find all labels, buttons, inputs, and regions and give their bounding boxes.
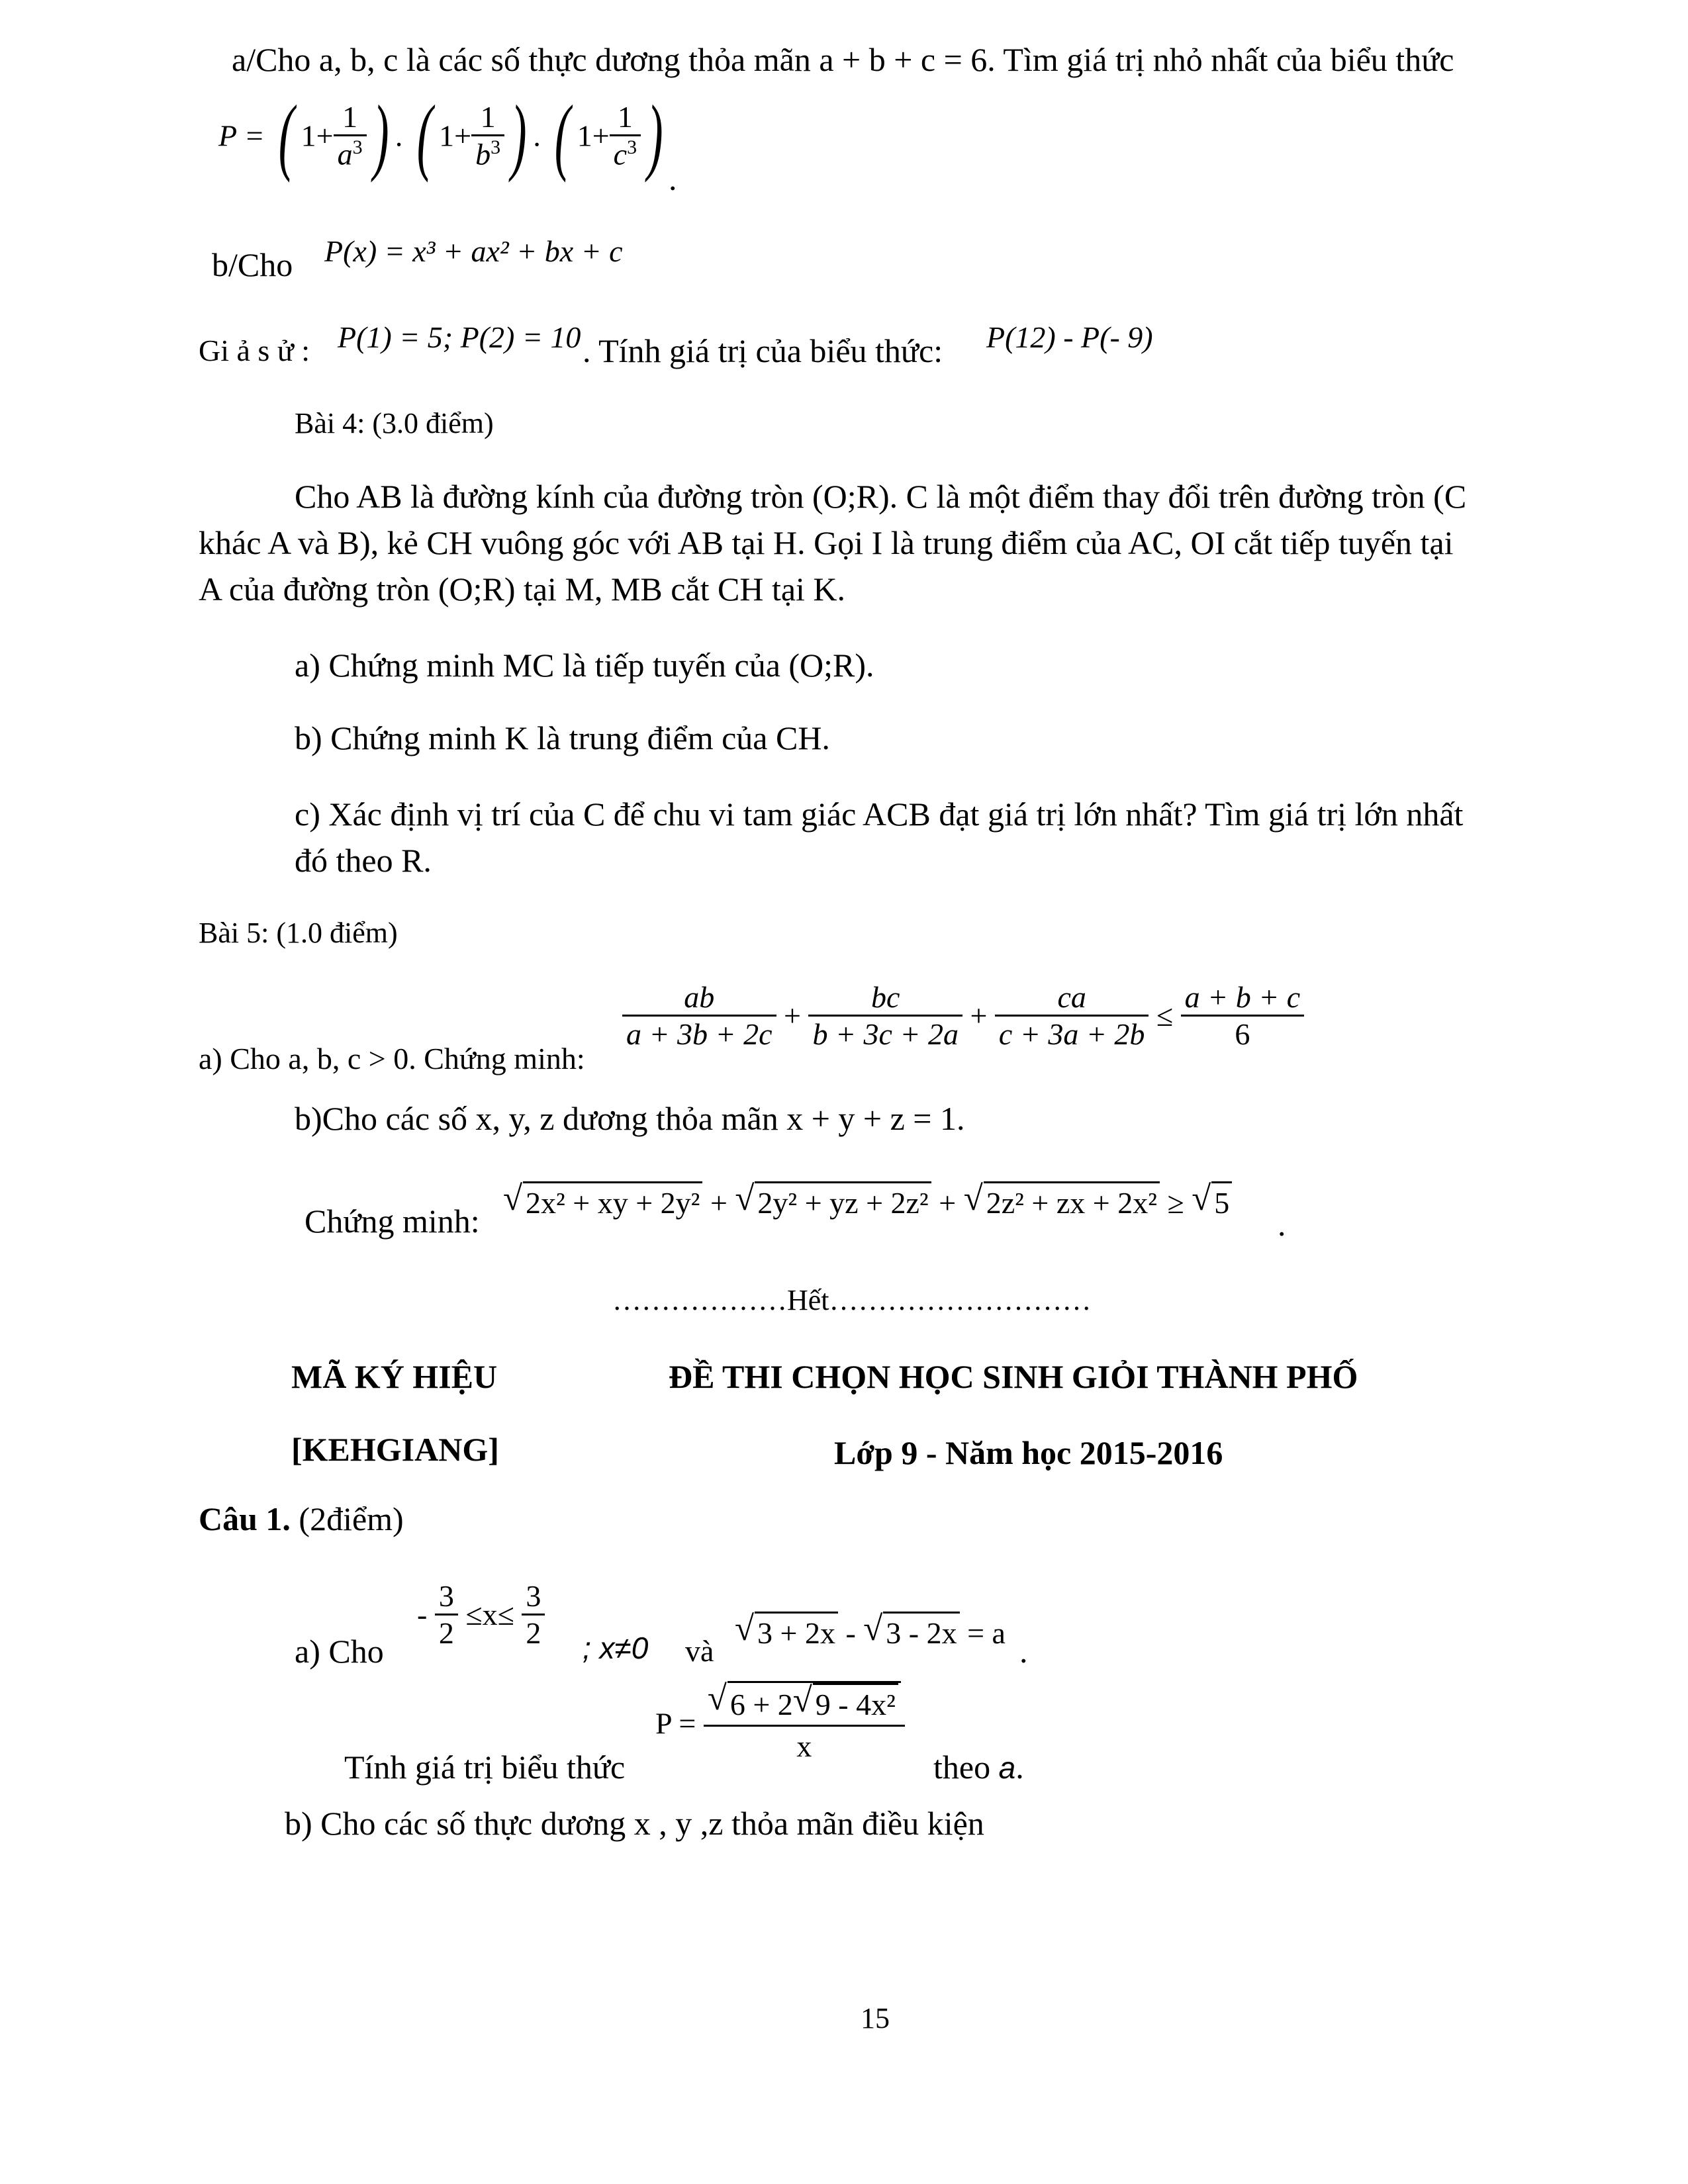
bai4-line-1: Cho AB là đường kính của đường tròn (O;R). C là một điểm thay đổi trên đường tròn (C xyxy=(295,478,1467,515)
p3-P-expression: P = ( 1+ $\frac{1}{a^3}$ ) . ( 1+ $\frac{1}{b^3}$ ) . ( 1+ $\frac{1}{c^3}$ ) xyxy=(218,88,663,183)
p3-target: P(12) - P(- 9) xyxy=(986,320,1153,354)
p3-polynomial: P(x) = x³ + ax² + bx + c xyxy=(324,234,623,268)
end-marker: ………………Hết……………………… xyxy=(612,1284,1092,1316)
cau1-x-nonzero: ; x≠0 xyxy=(583,1631,649,1665)
cau1-heading: Câu 1. (2điểm) xyxy=(199,1500,404,1537)
exam-title: ĐỀ THI CHỌN HỌC SINH GIỎI THÀNH PHỐ xyxy=(669,1358,1358,1395)
bai5-period: . xyxy=(1278,1206,1286,1243)
bai4-heading: Bài 4: (3.0 điểm) xyxy=(295,407,494,439)
cau1-va: và xyxy=(685,1634,714,1668)
bai4-part-c-line-2: đó theo R. xyxy=(295,842,432,879)
cau1-a-prefix: a) Cho xyxy=(295,1633,384,1670)
exam-grade-year: Lớp 9 - Năm học 2015-2016 xyxy=(834,1434,1223,1471)
bai4-line-3: A của đường tròn (O;R) tại M, MB cắt CH tại K. xyxy=(199,570,846,608)
p3-compute: . Tính giá trị của biểu thức: xyxy=(583,332,943,369)
exam-code: [KEHGIANG] xyxy=(291,1431,499,1468)
bai4-part-b: b) Chứng minh K là trung điểm của CH. xyxy=(295,719,830,756)
p3-period: . xyxy=(669,160,677,197)
bai5-inequality: $\frac{ab}{a + 3b + 2c}$ + $\frac{bc}{b + 3c + 2a}$ + $\frac{ca}{c + 3a + 2b}$ ≤ $\frac{a + b + c}{6}$ xyxy=(622,979,1304,1052)
cau1-P-fraction: P = √ 6 + 2 √ 9 - 4x² x xyxy=(655,1681,905,1766)
cau1-sqrt-difference: √ 3 + 2x - √ 3 - 2x = a xyxy=(735,1612,1006,1653)
bai4-part-a: a) Chứng minh MC là tiếp tuyến của (O;R). xyxy=(295,647,874,684)
bai5-a-prefix: a) Cho a, b, c > 0. Chứng minh: xyxy=(199,1042,585,1075)
cau1-x-range: - $\frac{3}{2}$ ≤x≤ $\frac{3}{2}$ xyxy=(417,1578,545,1651)
cau1-b-text: b) Cho các số thực dương x , y ,z thỏa mãn điều kiện xyxy=(285,1805,984,1842)
cau1-period: . xyxy=(1019,1633,1028,1670)
bai5-b-text: b)Cho các số x, y, z dương thỏa mãn x + y + z = 1. xyxy=(295,1100,965,1137)
p3-given-values: P(1) = 5; P(2) = 10 xyxy=(338,320,581,354)
cau1-theo: theo a. xyxy=(933,1749,1024,1786)
page-number: 15 xyxy=(861,2002,890,2034)
bai5-sqrt-inequality: √ 2x² + xy + 2y² + √ 2y² + yz + 2z² + √ 2z² + zx + 2x² ≥ √ 5 xyxy=(503,1181,1232,1223)
bai4-part-c-line-1: c) Xác định vị trí của C để chu vi tam giác ACB đạt giá trị lớn nhất? Tìm giá trị lớn nhất xyxy=(295,796,1464,833)
exam-code-label: MÃ KÝ HIỆU xyxy=(291,1358,498,1395)
bai5-chung-minh: Chứng minh: xyxy=(305,1203,480,1240)
p3-a-text: a/Cho a, b, c là các số thực dương thỏa mãn a + b + c = 6. Tìm giá trị nhỏ nhất của biểu thức xyxy=(232,41,1454,78)
cau1-tinh: Tính giá trị biểu thức xyxy=(344,1749,626,1786)
p3-b-prefix: b/Cho xyxy=(212,246,293,283)
p3-gia-su: Gi ả s ử : xyxy=(199,334,310,367)
bai4-line-2: khác A và B), kẻ CH vuông góc với AB tại H. Gọi I là trung điểm của AC, OI cắt tiếp tuyến tại xyxy=(199,524,1454,561)
bai5-heading: Bài 5: (1.0 điểm) xyxy=(199,917,398,949)
